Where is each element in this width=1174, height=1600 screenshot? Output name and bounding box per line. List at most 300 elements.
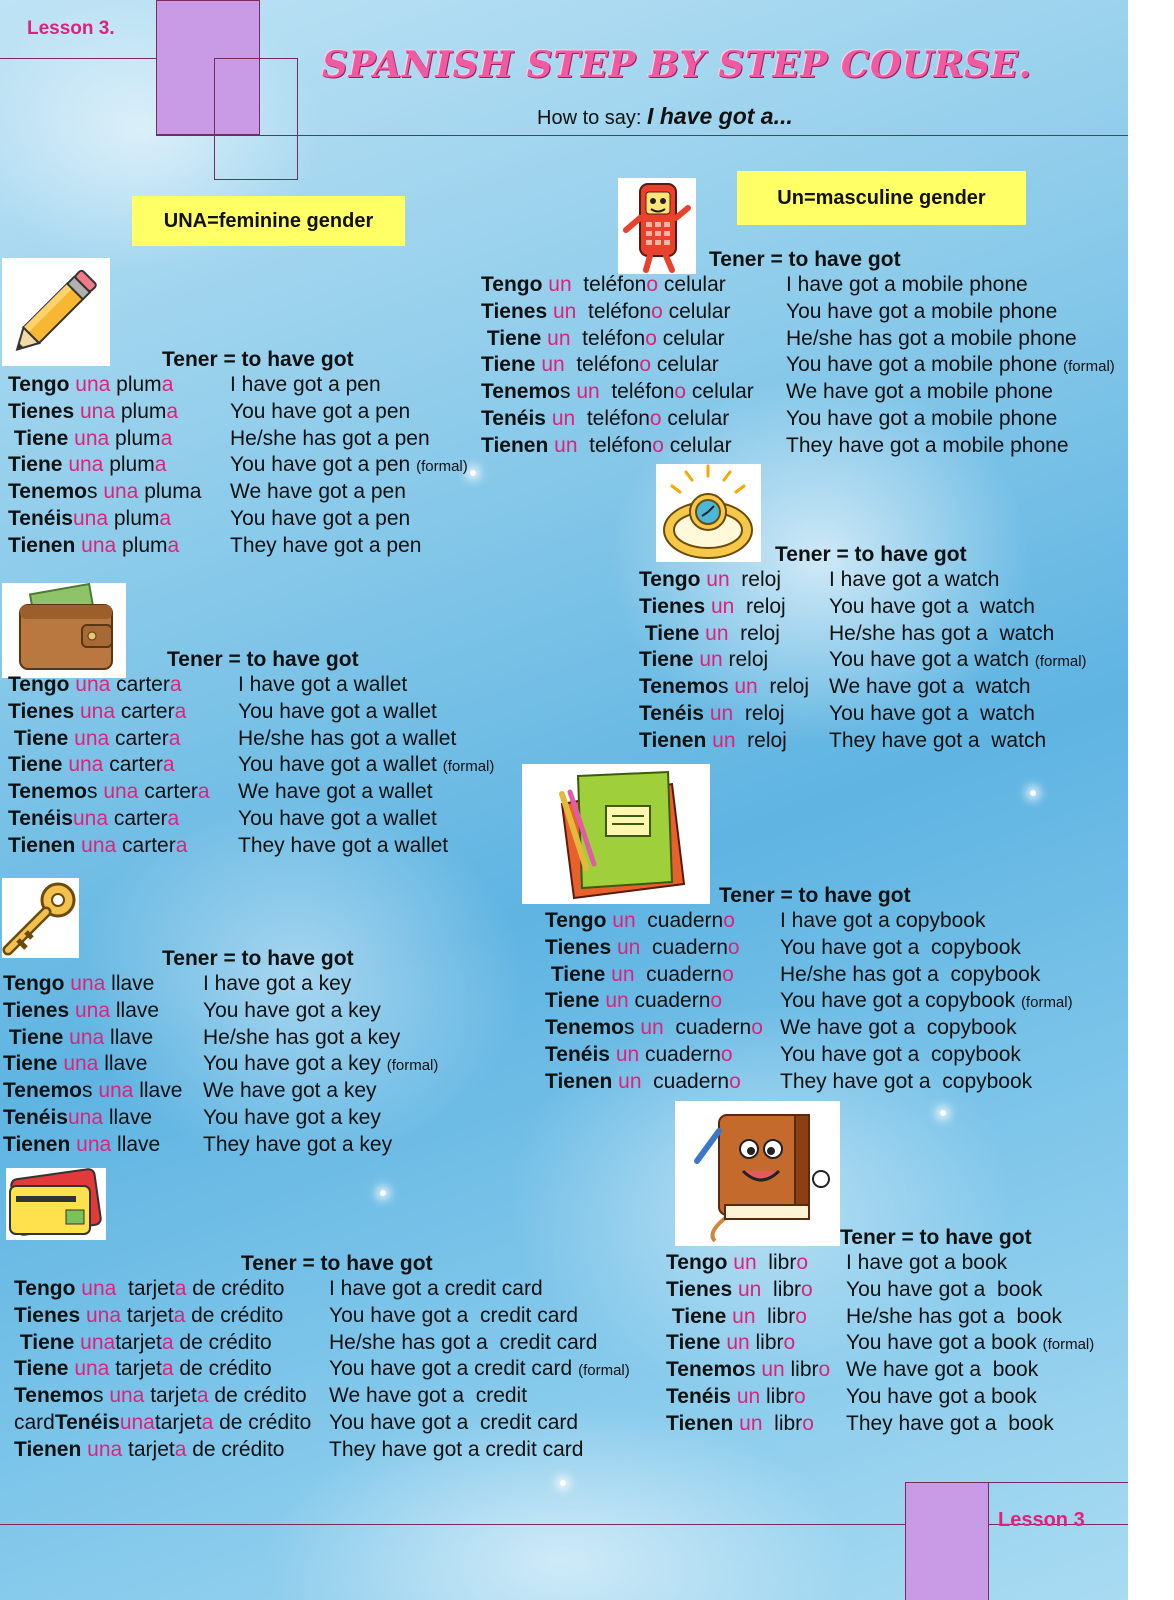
section-heading-key: Tener = to have got bbox=[162, 947, 354, 970]
english-translation bbox=[786, 434, 1069, 458]
phrase-text: s bbox=[744, 1358, 762, 1381]
gender-marker: un bbox=[706, 568, 730, 591]
gender-marker: o bbox=[723, 909, 735, 932]
translation-text: I have got a credit card bbox=[329, 1277, 543, 1300]
english-translation bbox=[329, 1384, 527, 1408]
gender-marker: a bbox=[161, 373, 174, 396]
phrase-text: celular bbox=[662, 300, 731, 323]
english-translation bbox=[238, 727, 456, 751]
gender-marker: a bbox=[159, 507, 172, 530]
phrase-text: carter bbox=[109, 727, 169, 750]
verb-form: Tienes bbox=[545, 936, 612, 959]
outline-square bbox=[214, 58, 298, 180]
gender-marker: una bbox=[80, 1331, 116, 1354]
spanish-phrase bbox=[3, 1079, 182, 1103]
subtitle-phrase: I have got a... bbox=[647, 103, 793, 129]
phrase-text: de crédito bbox=[186, 1438, 285, 1461]
translation-text: You have got a watch bbox=[829, 702, 1035, 725]
verb-form: Tengo bbox=[8, 673, 70, 696]
gender-marker: una bbox=[72, 507, 109, 530]
spanish-phrase bbox=[639, 702, 785, 726]
spanish-phrase bbox=[639, 729, 787, 753]
gender-marker: una bbox=[63, 1052, 99, 1075]
section-heading-pen: Tener = to have got bbox=[162, 348, 354, 371]
verb-form: Tengo bbox=[545, 909, 607, 932]
verb-form: Tienen bbox=[666, 1412, 734, 1435]
gender-marker: o bbox=[727, 936, 740, 959]
gender-marker: o bbox=[645, 327, 657, 350]
verb-form: Tienes bbox=[3, 999, 70, 1022]
gender-marker: a bbox=[196, 1384, 209, 1407]
verb-form: Tenemo bbox=[481, 380, 560, 403]
english-translation bbox=[786, 407, 1057, 431]
phrase-text: carter bbox=[110, 673, 170, 696]
spanish-phrase bbox=[8, 780, 210, 804]
gender-marker: un bbox=[547, 327, 571, 350]
phrase-text: libr bbox=[749, 1331, 784, 1354]
wallet-icon bbox=[2, 583, 126, 678]
translation-text: I have got a pen bbox=[230, 373, 381, 396]
gender-marker: un bbox=[554, 434, 578, 457]
phrase-text: de crédito bbox=[208, 1384, 307, 1407]
translation-text: You have got a copybook bbox=[780, 1043, 1021, 1066]
gender-marker: una bbox=[109, 1384, 145, 1407]
translation-text: You have got a book bbox=[846, 1385, 1037, 1408]
verb-form: Tienen bbox=[481, 434, 549, 457]
english-translation bbox=[203, 999, 381, 1023]
spanish-phrase bbox=[666, 1385, 806, 1409]
verb-form: Tiene bbox=[481, 327, 542, 350]
phrase-text: card bbox=[14, 1411, 55, 1434]
phrase-text: s bbox=[81, 1079, 99, 1102]
gender-marker: una bbox=[75, 373, 111, 396]
translation-text: You have got a mobile phone bbox=[786, 300, 1058, 323]
gender-marker: una bbox=[103, 780, 139, 803]
english-translation bbox=[230, 373, 381, 397]
verb-form: Tiene bbox=[8, 453, 63, 476]
phrase-text: cuadern bbox=[641, 1070, 730, 1093]
gender-marker: o bbox=[722, 963, 734, 986]
section-heading-watch: Tener = to have got bbox=[775, 543, 967, 566]
gender-marker: a bbox=[174, 700, 187, 723]
verb-form: Tenéis bbox=[639, 702, 704, 725]
phrase-text: tarjet bbox=[144, 1384, 197, 1407]
gender-marker: una bbox=[86, 1304, 122, 1327]
spanish-phrase bbox=[481, 327, 725, 351]
translation-text: You have got a copybook bbox=[780, 989, 1016, 1012]
english-translation bbox=[786, 380, 1053, 404]
gender-marker: a bbox=[162, 753, 175, 776]
gender-marker: una bbox=[75, 673, 111, 696]
verb-form: Tenemo bbox=[639, 675, 718, 698]
phrase-text: plum bbox=[115, 400, 167, 423]
spanish-phrase bbox=[8, 753, 175, 777]
outline-square bbox=[905, 1482, 1128, 1600]
spanish-phrase bbox=[666, 1251, 808, 1275]
spanish-phrase bbox=[14, 1304, 283, 1328]
translation-text: He/she has got a mobile phone bbox=[786, 327, 1077, 350]
spanish-phrase bbox=[14, 1357, 272, 1381]
verb-form: Tiene bbox=[545, 963, 606, 986]
phrase-text: cuadern bbox=[663, 1016, 752, 1039]
english-translation bbox=[230, 453, 468, 479]
verb-form: Tiene bbox=[639, 622, 700, 645]
gender-marker: o bbox=[795, 1305, 807, 1328]
english-translation bbox=[829, 729, 1046, 753]
spanish-phrase bbox=[8, 400, 178, 424]
formal-note: (formal) bbox=[1042, 1336, 1095, 1353]
phrase-text: libr bbox=[755, 1305, 796, 1328]
phrase-text: s bbox=[717, 675, 735, 698]
gender-marker: un bbox=[605, 989, 629, 1012]
english-translation bbox=[846, 1331, 1094, 1357]
gender-marker: una bbox=[81, 534, 117, 557]
verb-form: Tenemo bbox=[8, 780, 87, 803]
english-translation bbox=[786, 273, 1028, 297]
english-translation bbox=[203, 1106, 381, 1130]
section-heading-wallet: Tener = to have got bbox=[167, 648, 359, 671]
gender-marker: o bbox=[646, 273, 659, 296]
translation-text: You have got a key bbox=[203, 1052, 381, 1075]
verb-form: Tenéis bbox=[481, 407, 546, 430]
spanish-phrase bbox=[639, 648, 768, 672]
spanish-phrase bbox=[545, 1016, 763, 1040]
translation-text: He/she has got a credit card bbox=[329, 1331, 598, 1354]
spanish-phrase bbox=[8, 373, 173, 397]
phrase-text: celular bbox=[658, 273, 726, 296]
english-translation bbox=[829, 595, 1035, 619]
header-rule bbox=[156, 135, 1128, 136]
translation-text: He/she has got a copybook bbox=[780, 963, 1041, 986]
feminine-gender-label: UNA=feminine gender bbox=[132, 196, 405, 246]
phrase-text: llave bbox=[104, 1026, 154, 1049]
translation-text: He/she has got a watch bbox=[829, 622, 1055, 645]
spanish-phrase bbox=[8, 727, 180, 751]
gender-marker: a bbox=[160, 427, 173, 450]
verb-form: Tengo bbox=[639, 568, 701, 591]
gender-marker: un bbox=[617, 936, 641, 959]
verb-form: Tienes bbox=[14, 1304, 81, 1327]
phrase-text: s bbox=[92, 1384, 110, 1407]
phrase-text: tarjet bbox=[122, 1438, 175, 1461]
english-translation bbox=[203, 1133, 392, 1157]
formal-note: (formal) bbox=[386, 1057, 439, 1074]
verb-form: Tenéis bbox=[8, 507, 73, 530]
translation-text: They have got a key bbox=[203, 1133, 393, 1156]
gender-marker: un bbox=[553, 300, 577, 323]
spanish-phrase bbox=[481, 273, 726, 297]
phrase-text: plum bbox=[103, 453, 155, 476]
translation-text: You have got a wallet bbox=[238, 807, 437, 830]
translation-text: He/she has got a wallet bbox=[238, 727, 457, 750]
translation-text: We have got a mobile phone bbox=[786, 380, 1053, 403]
translation-text: I have got a copybook bbox=[780, 909, 986, 932]
gender-marker: una bbox=[74, 727, 110, 750]
gender-marker: a bbox=[201, 1411, 214, 1434]
phrase-text: pluma bbox=[138, 480, 202, 503]
english-translation bbox=[846, 1358, 1038, 1382]
translation-text: You have got a pen bbox=[230, 507, 411, 530]
phrase-text: de crédito bbox=[185, 1304, 284, 1327]
spanish-phrase bbox=[8, 673, 182, 697]
gender-marker: una bbox=[70, 972, 106, 995]
gender-marker: una bbox=[74, 427, 110, 450]
gender-marker: un bbox=[733, 1251, 757, 1274]
phrase-text: teléfon bbox=[570, 327, 646, 350]
translation-text: They have got a mobile phone bbox=[786, 434, 1069, 457]
phrase-text: carter bbox=[116, 834, 176, 857]
translation-text: He/she has got a key bbox=[203, 1026, 401, 1049]
translation-text: He/she has got a book bbox=[846, 1305, 1062, 1328]
verb-form: Tiene bbox=[545, 989, 600, 1012]
spanish-phrase bbox=[3, 1133, 160, 1157]
english-translation bbox=[203, 1052, 438, 1078]
verb-form: Tienen bbox=[545, 1070, 613, 1093]
gender-marker: un bbox=[612, 909, 636, 932]
english-translation bbox=[230, 480, 406, 504]
formal-note: (formal) bbox=[1020, 994, 1073, 1011]
spanish-phrase bbox=[639, 595, 786, 619]
spanish-phrase bbox=[14, 1438, 284, 1462]
verb-form: Tiene bbox=[3, 1026, 64, 1049]
translation-text: I have got a book bbox=[846, 1251, 1008, 1274]
english-translation bbox=[846, 1385, 1037, 1409]
phrase-text: cuadern bbox=[634, 963, 723, 986]
gender-marker: o bbox=[651, 300, 663, 323]
verb-form: Tienen bbox=[639, 729, 707, 752]
english-translation bbox=[238, 807, 437, 831]
phrase-text: plum bbox=[116, 534, 168, 557]
phrase-text: tarjet bbox=[116, 1277, 175, 1300]
spanish-phrase bbox=[8, 834, 187, 858]
english-translation bbox=[329, 1304, 578, 1328]
phrase-text: teléfon bbox=[576, 300, 652, 323]
english-translation bbox=[238, 780, 433, 804]
english-translation bbox=[829, 568, 999, 592]
gender-marker: o bbox=[729, 1070, 741, 1093]
verb-form: Tengo bbox=[666, 1251, 728, 1274]
verb-form: Tiene bbox=[3, 1052, 58, 1075]
spanish-phrase bbox=[639, 675, 809, 699]
verb-form: Tiene bbox=[14, 1357, 69, 1380]
gender-marker: a bbox=[167, 534, 180, 557]
english-translation bbox=[238, 700, 437, 724]
subtitle-prefix: How to say: bbox=[537, 107, 642, 129]
phrase-text: cuadern bbox=[628, 989, 711, 1012]
translation-text: He/she has got a pen bbox=[230, 427, 430, 450]
gender-marker: o bbox=[652, 434, 664, 457]
section-heading-copybook: Tener = to have got bbox=[719, 884, 911, 907]
phrase-text: celular bbox=[686, 380, 754, 403]
english-translation bbox=[780, 989, 1073, 1015]
gender-marker: un bbox=[551, 407, 576, 430]
gender-marker: a bbox=[169, 673, 182, 696]
spanish-phrase bbox=[481, 380, 754, 404]
verb-form: Tiene bbox=[481, 353, 536, 376]
spanish-phrase bbox=[481, 434, 732, 458]
phrase-text: llave bbox=[133, 1079, 183, 1102]
phrase-text: libr bbox=[784, 1358, 819, 1381]
gender-marker: una bbox=[81, 1277, 117, 1300]
phrase-text: tarjet bbox=[154, 1411, 202, 1434]
gender-marker: o bbox=[794, 1385, 806, 1408]
phrase-text: tarjet bbox=[115, 1331, 162, 1354]
translation-text: I have got a mobile phone bbox=[786, 273, 1028, 296]
verb-form: Tenéis bbox=[8, 807, 73, 830]
gender-marker: o bbox=[796, 1251, 809, 1274]
spanish-phrase bbox=[545, 1043, 733, 1067]
phrase-text: tarjet bbox=[121, 1304, 174, 1327]
phrase-text: carter bbox=[115, 700, 175, 723]
phrase-text: carter bbox=[103, 753, 163, 776]
translation-text: You have got a book bbox=[846, 1278, 1043, 1301]
translation-text: You have got a book bbox=[846, 1331, 1037, 1354]
translation-text: I have got a wallet bbox=[238, 673, 408, 696]
spanish-phrase bbox=[545, 989, 722, 1013]
phrase-text: de crédito bbox=[186, 1277, 285, 1300]
verb-form: Tienen bbox=[8, 834, 76, 857]
gender-marker: una bbox=[80, 400, 116, 423]
translation-text: You have got a watch bbox=[829, 648, 1030, 671]
spanish-phrase bbox=[666, 1278, 813, 1302]
translation-text: We have got a pen bbox=[230, 480, 406, 503]
translation-text: We have got a wallet bbox=[238, 780, 433, 803]
gender-marker: una bbox=[68, 753, 104, 776]
phrase-text: reloj bbox=[722, 648, 769, 671]
phrase-text: reloj bbox=[733, 702, 785, 725]
spanish-phrase bbox=[3, 1106, 152, 1130]
phrase-text: teléfon bbox=[564, 353, 640, 376]
spanish-phrase bbox=[666, 1305, 807, 1329]
phrase-text: llave bbox=[111, 1133, 161, 1156]
verb-form: Tengo bbox=[3, 972, 65, 995]
formal-note: (formal) bbox=[578, 1362, 630, 1379]
gender-marker: una bbox=[67, 1106, 104, 1129]
gender-marker: un bbox=[732, 1305, 756, 1328]
translation-text: They have got a credit card bbox=[329, 1438, 584, 1461]
gender-marker: un bbox=[711, 595, 735, 618]
translation-text: I have got a key bbox=[203, 972, 352, 995]
translation-text: They have got a wallet bbox=[238, 834, 449, 857]
gender-marker: o bbox=[818, 1358, 831, 1381]
english-translation bbox=[230, 507, 410, 531]
gender-marker: a bbox=[161, 1357, 174, 1380]
spanish-phrase bbox=[545, 909, 735, 933]
gender-marker: un bbox=[699, 648, 723, 671]
english-translation bbox=[203, 972, 351, 996]
spanish-phrase bbox=[545, 936, 740, 960]
phrase-text: tarjet bbox=[109, 1357, 162, 1380]
subtitle bbox=[537, 103, 793, 130]
verb-form: Tenemo bbox=[545, 1016, 624, 1039]
english-translation bbox=[203, 1079, 377, 1103]
english-translation bbox=[238, 673, 407, 697]
english-translation bbox=[829, 648, 1087, 674]
phrase-text: carter bbox=[108, 807, 168, 830]
gender-marker: una bbox=[76, 1133, 112, 1156]
phrase-text: libr bbox=[760, 1385, 795, 1408]
spanish-phrase bbox=[666, 1331, 795, 1355]
gender-marker: o bbox=[649, 407, 662, 430]
sparkle bbox=[470, 470, 476, 476]
translation-text: We have got a copybook bbox=[780, 1016, 1017, 1039]
english-translation bbox=[780, 1070, 1032, 1094]
verb-form: Tiene bbox=[666, 1331, 721, 1354]
english-translation bbox=[238, 834, 448, 858]
gender-marker: un bbox=[615, 1043, 640, 1066]
phrase-text: plum bbox=[109, 427, 161, 450]
phrase-text: celular bbox=[663, 434, 732, 457]
english-translation bbox=[846, 1251, 1007, 1275]
gender-marker: un bbox=[736, 1385, 761, 1408]
gender-marker: a bbox=[166, 400, 179, 423]
translation-text: They have got a watch bbox=[829, 729, 1047, 752]
english-translation bbox=[786, 353, 1115, 379]
gender-marker: o bbox=[751, 1016, 763, 1039]
gender-marker: a bbox=[154, 453, 167, 476]
translation-text: You have got a key bbox=[203, 999, 381, 1022]
english-translation bbox=[780, 1016, 1017, 1040]
english-translation bbox=[846, 1278, 1043, 1302]
watch-icon bbox=[656, 464, 761, 562]
gender-marker: un bbox=[548, 273, 572, 296]
gender-marker: o bbox=[674, 380, 687, 403]
phrase-text: reloj bbox=[734, 595, 786, 618]
english-translation bbox=[203, 1026, 400, 1050]
translation-text: You have got a credit card bbox=[329, 1357, 573, 1380]
phrase-text: celular bbox=[661, 407, 730, 430]
translation-text: We have got a credit bbox=[329, 1384, 528, 1407]
spanish-phrase bbox=[3, 972, 154, 996]
gender-marker: un bbox=[640, 1016, 664, 1039]
phrase-text: cuadern bbox=[635, 909, 724, 932]
spanish-phrase bbox=[8, 453, 166, 477]
translation-text: You have got a watch bbox=[829, 595, 1035, 618]
phrase-text: llave bbox=[98, 1052, 148, 1075]
section-heading-book: Tener = to have got bbox=[840, 1226, 1032, 1249]
phrase-text: llave bbox=[110, 999, 160, 1022]
english-translation bbox=[230, 400, 410, 424]
spanish-phrase bbox=[14, 1331, 272, 1355]
gender-marker: a bbox=[173, 1304, 186, 1327]
translation-text: You have got a mobile phone bbox=[786, 353, 1058, 376]
phrase-text: s bbox=[86, 480, 104, 503]
english-translation bbox=[786, 300, 1057, 324]
formal-note: (formal) bbox=[416, 458, 468, 475]
translation-text: You have got a credit card bbox=[329, 1411, 579, 1434]
phrase-text: llave bbox=[105, 972, 155, 995]
phrase-text: libr bbox=[761, 1278, 802, 1301]
gender-marker: un bbox=[611, 963, 635, 986]
phrase-text: de crédito bbox=[173, 1357, 272, 1380]
book-icon bbox=[675, 1101, 840, 1246]
gender-marker: una bbox=[69, 1026, 105, 1049]
phrase-text: s bbox=[559, 380, 577, 403]
verb-form: Tienen bbox=[14, 1438, 82, 1461]
spanish-phrase bbox=[481, 300, 730, 324]
gender-marker: un bbox=[712, 729, 736, 752]
translation-text: You have got a wallet bbox=[238, 700, 437, 723]
spanish-phrase bbox=[8, 807, 179, 831]
translation-text: We have got a book bbox=[846, 1358, 1039, 1381]
english-translation bbox=[230, 427, 430, 451]
translation-text: You have got a wallet bbox=[238, 753, 437, 776]
gender-marker: una bbox=[87, 1438, 123, 1461]
gender-marker: a bbox=[175, 834, 188, 857]
english-translation bbox=[846, 1305, 1062, 1329]
phrase-text: teléfon bbox=[577, 434, 653, 457]
translation-text: We have got a key bbox=[203, 1079, 377, 1102]
